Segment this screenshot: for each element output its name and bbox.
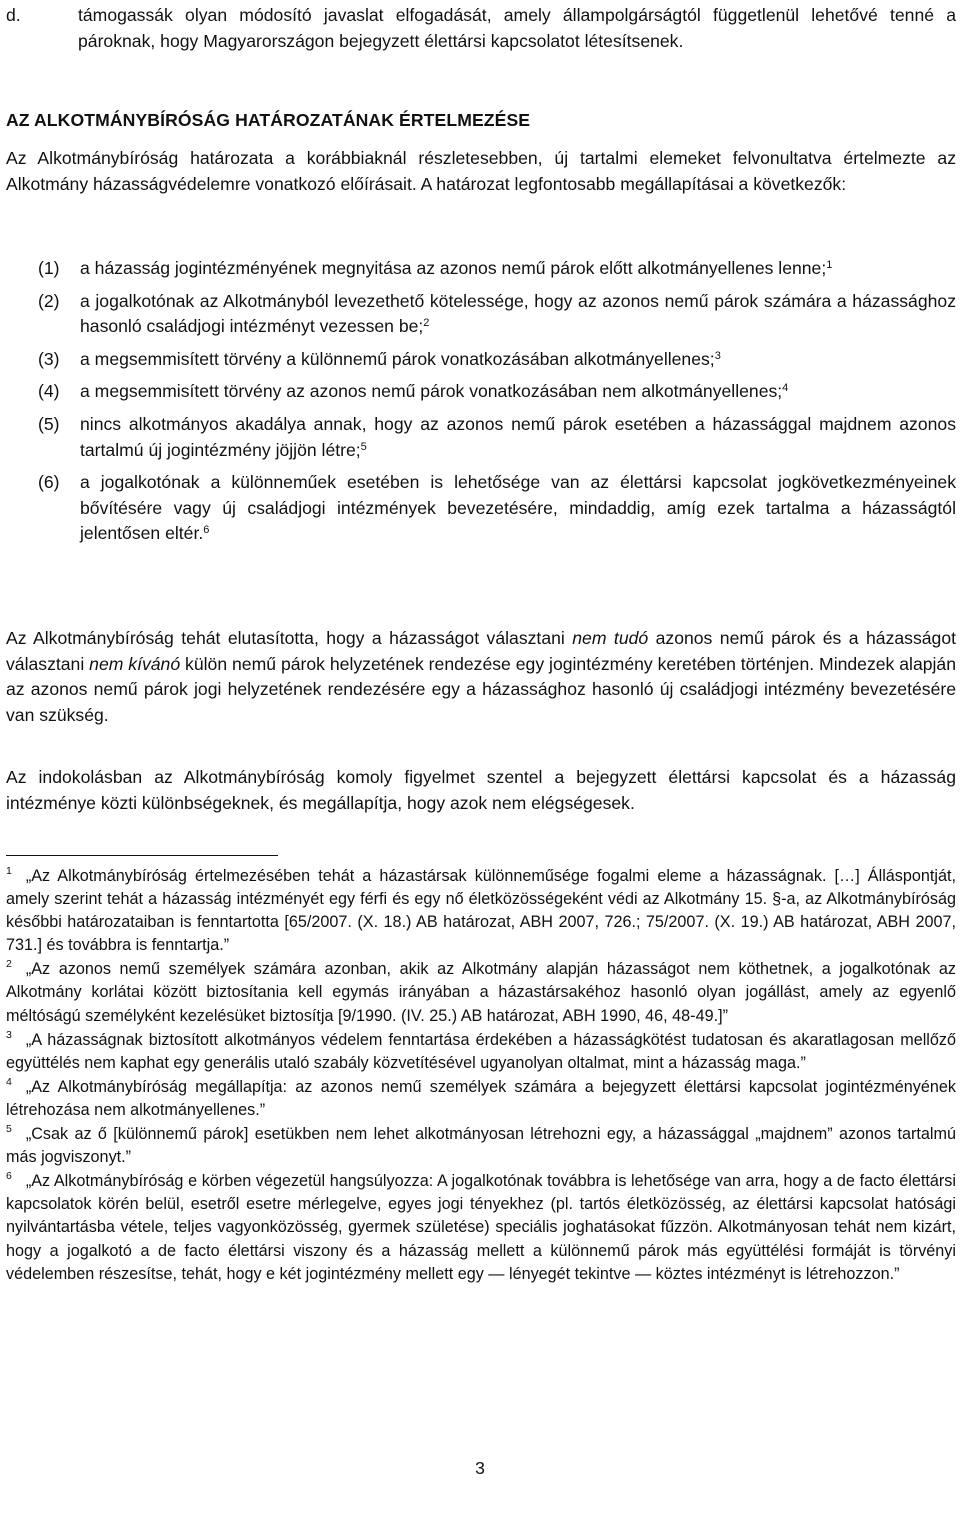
footnote-ref[interactable]: 3 xyxy=(714,349,721,362)
footnote-number: 3 xyxy=(6,1028,12,1041)
finding-item xyxy=(38,412,956,463)
footnote-number: 5 xyxy=(6,1123,12,1136)
finding-text: a megsemmisített törvény az azonos nemű párok vonatkozásában nem alkotmányellenes; xyxy=(80,381,783,402)
footnote-text: „Az Alkotmánybíróság megállapítja: az azonos nemű személyek számára a bejegyzett élettársi kapcsolat jogintézményének létrehozása nem alkotmányellenes.” xyxy=(6,1077,956,1119)
footnote xyxy=(6,1029,956,1075)
footnote xyxy=(6,1170,956,1285)
finding-number: (5) xyxy=(38,413,60,434)
finding-text: a házasság jogintézményének megnyitása az azonos nemű párok előtt alkotmányellenes lenne; xyxy=(80,258,827,278)
finding-item xyxy=(38,347,956,373)
emphasis-text: nem kívánó xyxy=(89,653,181,674)
finding-text: nincs alkotmányos akadálya annak, hogy az azonos nemű párok esetében a házassággal majdnem azonos tartalmú új jogintézmény jöjjön létre; xyxy=(80,413,956,460)
finding-item xyxy=(38,289,956,340)
footnote-ref[interactable]: 1 xyxy=(826,259,833,271)
finding-item xyxy=(38,256,956,282)
intro-paragraph xyxy=(6,146,956,197)
footnote-number: 1 xyxy=(6,865,12,877)
finding-number: (6) xyxy=(38,472,60,493)
finding-number: (2) xyxy=(38,290,60,311)
footnote-text: „Az azonos nemű személyek számára azonban, akik az Alkotmány alapján házasságot nem köthetnek, a jogalkotónak az Alkotmány korlátai között biztosítania kell egymás irányában a házastársakéhoz hasonló olyan jogállást, amely az egyenlő méltóságú személyként kezelésüket biztosítja [9/1990. (IV. 25.) AB határozat, ABH 1990, 46, 48-49.]” xyxy=(6,960,956,1025)
footnote-number: 4 xyxy=(6,1075,12,1088)
footnote-ref[interactable]: 4 xyxy=(782,382,789,395)
section-heading: AZ ALKOTMÁNYBÍRÓSÁG HATÁROZATÁNAK ÉRTELMEZÉSE xyxy=(6,110,531,130)
text-run: azonos nemű párok és a házasságot választani xyxy=(6,628,956,674)
finding-text: a megsemmisített törvény a különnemű párok vonatkozásában alkotmányellenes; xyxy=(80,348,715,369)
findings-list xyxy=(38,256,956,554)
footnote xyxy=(6,1076,956,1122)
intro-item-text: támogassák olyan módosító javaslat elfogadását, amely állampolgárságtól függetlenül lehetővé tenné a pároknak, hogy Magyarországon bejegyzett élettársi kapcsolatot létesítsenek. xyxy=(78,5,956,51)
text-run: Az Alkotmánybíróság tehát elutasította, hogy a házasságot választani xyxy=(6,628,573,648)
footnote xyxy=(6,865,956,957)
footnote-text: „Az Alkotmánybíróság e körben végezetül hangsúlyozza: A jogalkotónak továbbra is lehetősége van arra, hogy a de facto élettársi kapcsolatok körén belül, esetről esetre mérlegelve, egyes jogi tényekhez (pl. tartós életközösség, az élettársi kapcsolat hatósági nyilvántartásba vétele, teljes vagyonközösség, gyermek születése) speciális joghatásokat fűzzön. Alkotmányosan tehát nem kizárt, hogy a jogalkotó a de facto élettársi viszony és a házasság mellett a különnemű párok más együttélési formáját is törvényi védelemben részesítse, tehát, hogy e két jogintézmény mellett egy — lényegét tekintve — köztes intézményt is létrehozzon.” xyxy=(6,1172,956,1283)
emphasis-text: nem tudó xyxy=(572,628,649,648)
footnote xyxy=(6,1123,956,1169)
finding-item xyxy=(38,470,956,547)
footnote-ref[interactable]: 2 xyxy=(423,317,430,330)
text-run: külön nemű párok helyzetének rendezése egy jogintézmény keretében történjen. Mindezek alapján az azonos nemű párok jogi helyzetének rendezésére egy a házassághoz hasonló új családjogi intézmény bevezetésére van szükség. xyxy=(6,653,957,725)
finding-item xyxy=(38,379,956,405)
conclusion-paragraph xyxy=(6,626,956,728)
paragraph-text: Az Alkotmánybíróság határozata a korábbiaknál részletesebben, új tartalmi elemeket felvonultatva értelmezte az Alkotmány házasságvédelemre vonatkozó előírásait. A határozat legfontosabb megállapításai a következők: xyxy=(6,148,956,194)
footnote-ref[interactable]: 5 xyxy=(360,440,367,453)
footnote-ref[interactable]: 6 xyxy=(203,524,210,537)
footnote-text: „A házasságnak biztosított alkotmányos védelem fenntartása érdekében a házasságkötést tudatosan és akaratlagosan mellőző együttélés nem kaphat egy generális utaló szabály közvetítésével ugyanolyan oltalmat, mint a házasság maga.” xyxy=(6,1030,956,1072)
finding-text: a jogalkotónak az Alkotmányból levezethető kötelessége, hogy az azonos nemű párok számára a házassághoz hasonló családjogi intézményt vezessen be; xyxy=(80,290,956,337)
paragraph-text xyxy=(6,626,956,728)
footnote-text: „Az Alkotmánybíróság értelmezésében tehát a házastársak különneműsége fogalmi eleme a házasságnak. […] Álláspontját, amely szerint tehát a házasság intézményét egy férfi és egy nő életközösségeként védi az Alkotmány 15. §-a, az Alkotmánybíróság későbbi határozataiban is fenntartotta [65/2007. (X. 18.) AB határozat, ABH 2007, 726.; 75/2007. (X. 19.) AB határozat, ABH 2007, 731.] és továbbra is fenntartja.” xyxy=(6,867,956,955)
footnote-separator xyxy=(6,855,278,856)
footnote-number: 6 xyxy=(6,1170,12,1183)
footnotes xyxy=(6,865,956,1287)
finding-text: a jogalkotónak a különneműek esetében is lehetősége van az élettársi kapcsolat jogkövetkezményeinek bővítésére vagy új családjogi intézmények bevezetésére, mindaddig, amíg ezek tartalma a házasságtól jelentősen eltér. xyxy=(80,472,956,544)
reasoning-paragraph xyxy=(6,765,956,816)
finding-number: (3) xyxy=(38,348,60,369)
paragraph-text: Az indokolásban az Alkotmánybíróság komoly figyelmet szentel a bejegyzett élettársi kapcsolat és a házasság intézménye közti különbségeknek, és megállapítja, hogy azok nem elégségesek. xyxy=(6,767,956,813)
intro-list-item xyxy=(6,3,956,54)
list-marker: d. xyxy=(6,5,21,25)
finding-number: (4) xyxy=(38,381,60,402)
finding-number: (1) xyxy=(38,258,60,278)
page-number: 3 xyxy=(475,1458,485,1478)
footnote-text: „Csak az ő [különnemű párok] esetükben nem lehet alkotmányosan létrehozni egy, a házassággal „majdnem” azonos tartalmú más jogviszonyt.” xyxy=(6,1125,956,1167)
footnote xyxy=(6,958,956,1027)
footnote-number: 2 xyxy=(6,958,12,971)
